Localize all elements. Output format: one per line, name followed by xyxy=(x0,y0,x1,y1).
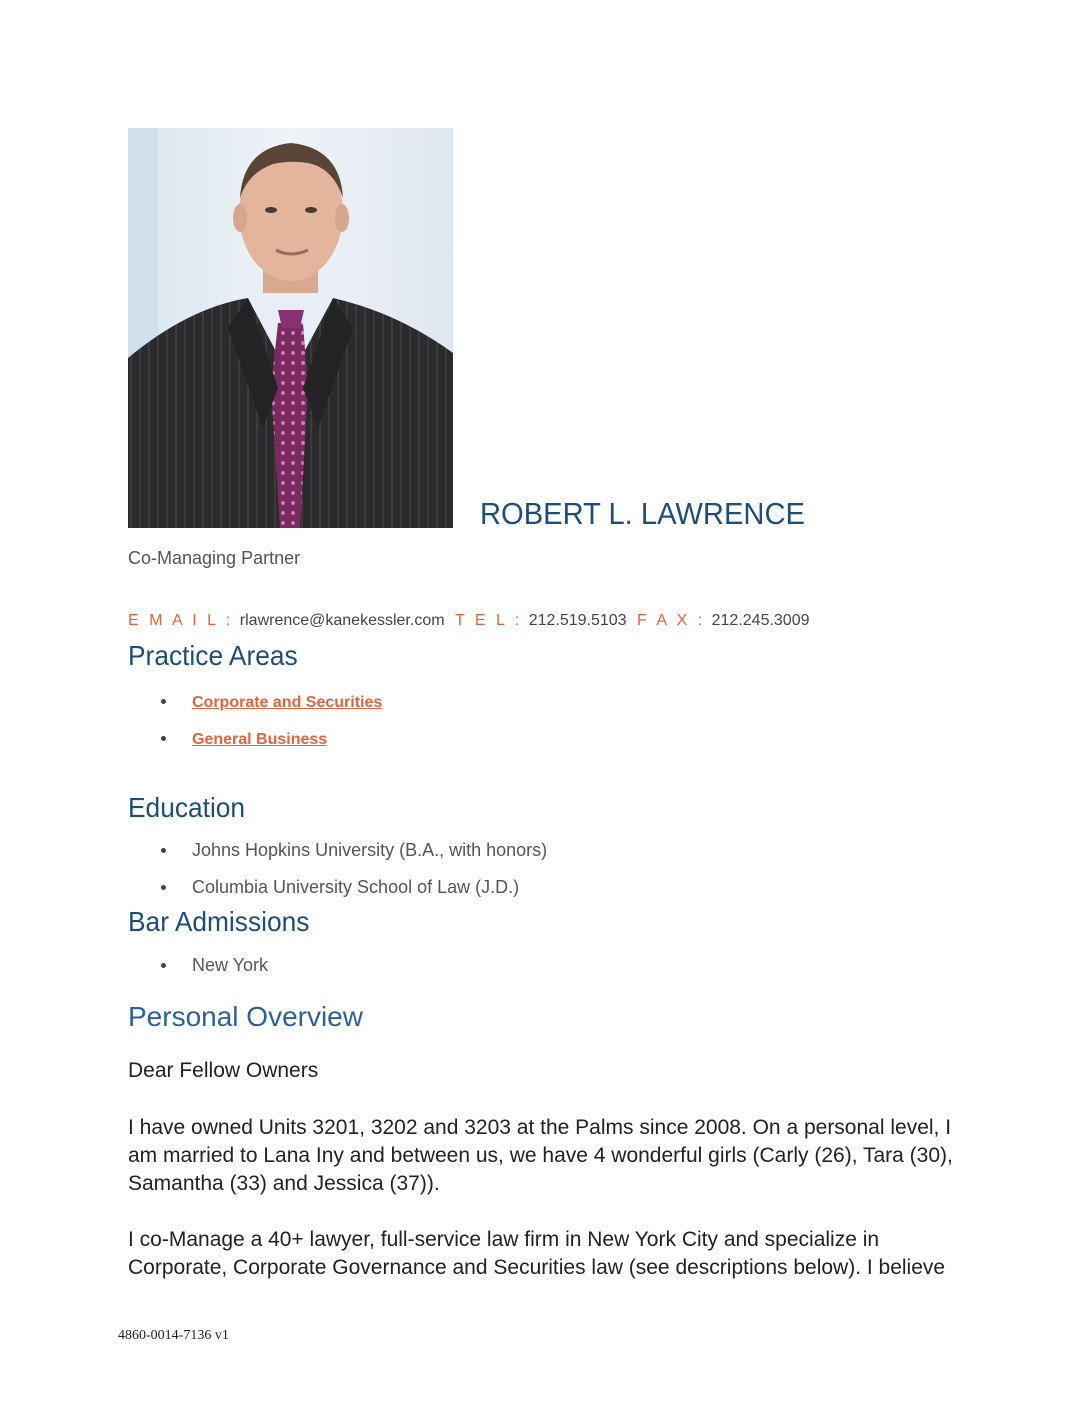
overview-paragraph: I have owned Units 3201, 3202 and 3203 at the Palms since 2008. On a personal level, I am married to Lana Iny and between us, we have 4 wonderful girls (Carly (26), Tara (30), Samantha (33) and Jessica (37)). xyxy=(128,1116,953,1195)
education-heading: Education xyxy=(128,792,246,823)
overview-paragraph: I co-Manage a 40+ lawyer, full-service law firm in New York City and specialize in Corporate, Corporate Governance and Securities law (see descriptions below). I believe xyxy=(128,1228,946,1279)
personal-overview-heading: Personal Overview xyxy=(128,1001,363,1032)
bullet-icon xyxy=(161,848,166,853)
practice-areas-heading: Practice Areas xyxy=(128,640,298,671)
bar-admissions-heading: Bar Admissions xyxy=(128,906,310,937)
education-item: Johns Hopkins University (B.A., with honors) xyxy=(192,840,548,860)
job-title: Co-Managing Partner xyxy=(128,548,301,568)
greeting: Dear Fellow Owners xyxy=(128,1059,319,1082)
practice-area-link-general[interactable]: General Business xyxy=(192,731,328,748)
email-value[interactable]: rlawrence@kanekessler.com xyxy=(239,612,445,629)
tel-value[interactable]: 212.519.5103 xyxy=(528,612,627,629)
document-id: 4860-0014-7136 v1 xyxy=(118,1328,229,1343)
contact-line xyxy=(128,612,816,630)
bullet-icon xyxy=(161,699,166,704)
bar-admissions-list xyxy=(128,954,268,991)
education-item: Columbia University School of Law (J.D.) xyxy=(192,877,520,897)
list-item xyxy=(128,839,547,876)
bullet-icon xyxy=(161,885,166,890)
bullet-icon xyxy=(161,963,166,968)
education-list xyxy=(128,839,547,913)
email-label: E M A I L : xyxy=(128,612,234,629)
list-item xyxy=(128,954,268,991)
fax-label: F A X : xyxy=(637,612,706,629)
bar-admission-item: New York xyxy=(192,955,269,975)
fax-value: 212.245.3009 xyxy=(711,612,810,629)
tel-label: T E L : xyxy=(455,612,523,629)
portrait-image xyxy=(128,128,453,528)
practice-areas-list xyxy=(128,690,382,764)
person-name: ROBERT L. LAWRENCE xyxy=(480,496,805,531)
practice-area-link-corporate[interactable]: Corporate and Securities xyxy=(192,694,383,711)
profile-photo xyxy=(128,128,453,528)
list-item xyxy=(128,690,382,727)
list-item xyxy=(128,727,382,764)
bullet-icon xyxy=(161,736,166,741)
